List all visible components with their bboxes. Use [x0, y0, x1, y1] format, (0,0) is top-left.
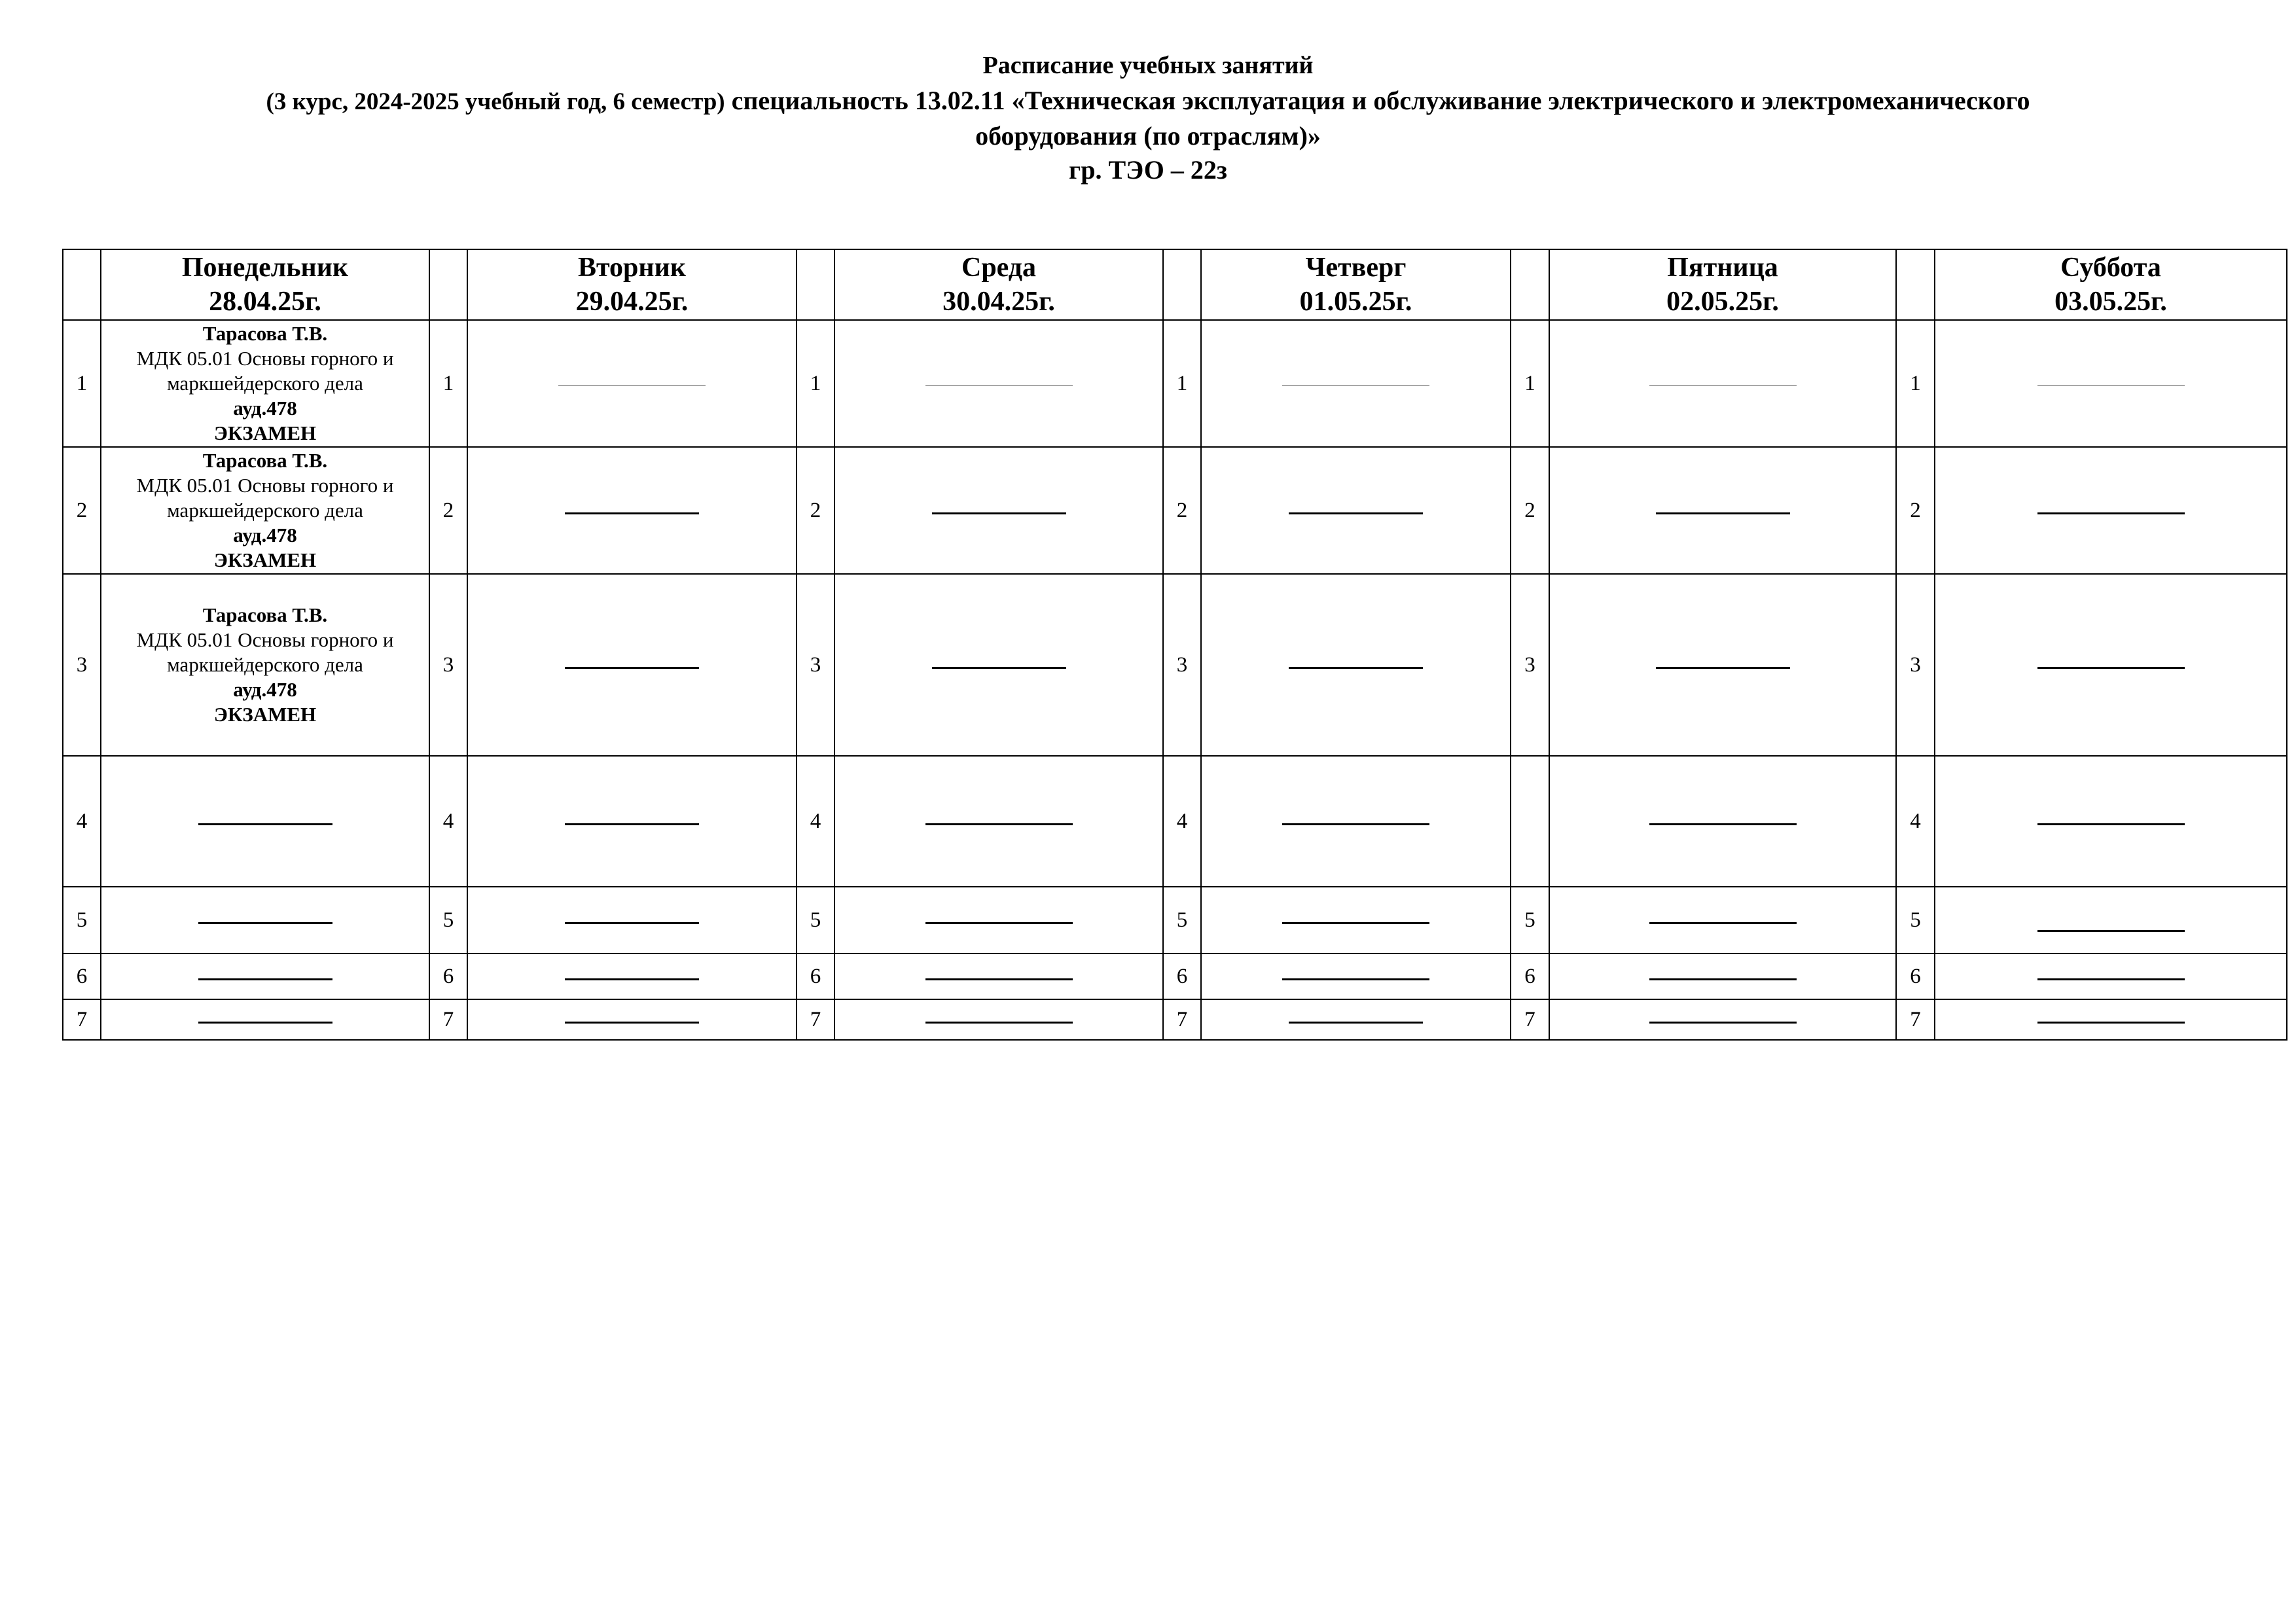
pair-number: 6 — [797, 954, 834, 999]
schedule-subtitle — [0, 85, 2296, 116]
blank-line — [1656, 667, 1790, 669]
pair-number: 7 — [1896, 999, 1935, 1040]
blank-line — [198, 823, 332, 825]
day-header-saturday — [1935, 249, 2287, 320]
day-header-friday — [1549, 249, 1896, 320]
subject-line: МДК 05.01 Основы горного и — [136, 347, 394, 370]
pair-number: 3 — [797, 574, 834, 756]
num-column-header — [429, 249, 467, 320]
num-column-header — [63, 249, 101, 320]
blank-line — [1282, 823, 1429, 825]
empty-slot — [1935, 954, 2287, 999]
pair-number: 4 — [1163, 756, 1201, 887]
subject-line: маркшейдерского дела — [167, 372, 363, 395]
day-date: 02.05.25г. — [1666, 287, 1779, 317]
pair-number: 2 — [63, 447, 101, 574]
blank-line — [2037, 823, 2185, 825]
teacher-name: Тарасова Т.В. — [202, 322, 328, 345]
pair-number: 3 — [1511, 574, 1549, 756]
blank-line — [1282, 978, 1429, 980]
lesson-type: ЭКЗАМЕН — [213, 548, 317, 571]
pair-number: 4 — [797, 756, 834, 887]
pair-number: 3 — [1896, 574, 1935, 756]
empty-slot — [1549, 756, 1896, 887]
num-column-header — [797, 249, 834, 320]
day-name: Четверг — [1305, 253, 1407, 283]
empty-slot — [1935, 320, 2287, 447]
day-name: Среда — [961, 253, 1037, 283]
blank-line — [2037, 978, 2185, 980]
empty-slot — [1549, 574, 1896, 756]
empty-slot — [834, 887, 1163, 954]
blank-line — [565, 667, 699, 669]
day-header-thursday — [1201, 249, 1511, 320]
empty-slot — [467, 999, 797, 1040]
pair-row-7 — [63, 999, 2287, 1040]
blank-line — [565, 922, 699, 924]
blank-line — [1649, 385, 1797, 386]
pair-row-6 — [63, 954, 2287, 999]
pair-row-4 — [63, 756, 2287, 887]
lesson-cell — [101, 574, 429, 756]
subject-line: маркшейдерского дела — [167, 653, 363, 676]
pair-number: 1 — [1163, 320, 1201, 447]
blank-line — [198, 978, 332, 980]
empty-slot — [1201, 574, 1511, 756]
empty-slot — [1549, 320, 1896, 447]
blank-line — [1289, 512, 1423, 514]
empty-slot — [467, 954, 797, 999]
blank-line — [198, 922, 332, 924]
blank-line — [1649, 978, 1797, 980]
empty-slot — [467, 320, 797, 447]
blank-line — [925, 922, 1073, 924]
day-header-row — [63, 249, 2287, 320]
pair-number: 4 — [63, 756, 101, 887]
pair-row-1 — [63, 320, 2287, 447]
blank-line — [1656, 512, 1790, 514]
empty-slot — [1935, 999, 2287, 1040]
day-name: Пятница — [1667, 253, 1778, 283]
blank-line — [925, 823, 1073, 825]
empty-slot — [1935, 447, 2287, 574]
pair-number: 2 — [1163, 447, 1201, 574]
pair-number: 6 — [1511, 954, 1549, 999]
blank-line — [2037, 385, 2185, 386]
empty-slot — [467, 887, 797, 954]
blank-line — [565, 512, 699, 514]
subject-line: маркшейдерского дела — [167, 499, 363, 522]
pair-number: 1 — [429, 320, 467, 447]
empty-slot — [1549, 954, 1896, 999]
day-date: 30.04.25г. — [942, 287, 1055, 317]
group-name: гр. ТЭО – 22з — [1069, 155, 1227, 185]
schedule-title: Расписание учебных занятий — [982, 52, 1314, 79]
blank-line — [925, 1022, 1073, 1024]
blank-line — [925, 978, 1073, 980]
empty-slot — [101, 756, 429, 887]
lesson-type: ЭКЗАМЕН — [213, 703, 317, 726]
pair-row-3 — [63, 574, 2287, 756]
pair-number: 1 — [1896, 320, 1935, 447]
pair-number: 4 — [1896, 756, 1935, 887]
day-name: Суббота — [2060, 253, 2161, 283]
num-column-header — [1163, 249, 1201, 320]
day-header-wednesday — [834, 249, 1163, 320]
specialty-continuation: оборудования (по отраслям)» — [975, 121, 1321, 151]
pair-number: 3 — [1163, 574, 1201, 756]
blank-line — [2037, 512, 2185, 514]
empty-slot — [834, 954, 1163, 999]
lesson-cell — [101, 447, 429, 574]
empty-slot — [834, 756, 1163, 887]
empty-slot — [1201, 999, 1511, 1040]
empty-slot — [101, 887, 429, 954]
room-number: ауд.478 — [233, 678, 297, 701]
blank-line — [565, 823, 699, 825]
day-header-monday — [101, 249, 429, 320]
empty-slot — [101, 954, 429, 999]
blank-line — [565, 978, 699, 980]
day-date: 29.04.25г. — [575, 287, 689, 317]
blank-line — [1282, 385, 1429, 386]
lesson-cell — [101, 320, 429, 447]
empty-slot — [467, 574, 797, 756]
day-name: Понедельник — [181, 253, 349, 283]
empty-slot — [1935, 887, 2287, 954]
pair-number: 3 — [63, 574, 101, 756]
pair-number: 4 — [429, 756, 467, 887]
pair-number: 6 — [1163, 954, 1201, 999]
blank-line — [1289, 667, 1423, 669]
blank-line — [2037, 930, 2185, 932]
empty-slot — [1201, 954, 1511, 999]
empty-slot — [834, 447, 1163, 574]
empty-slot — [467, 756, 797, 887]
blank-line — [1649, 823, 1797, 825]
empty-slot — [834, 320, 1163, 447]
lesson-type: ЭКЗАМЕН — [213, 421, 317, 444]
pair-number: 2 — [1511, 447, 1549, 574]
schedule-table — [62, 249, 2287, 1041]
empty-slot — [1201, 756, 1511, 887]
blank-line — [1282, 922, 1429, 924]
blank-line — [558, 385, 706, 386]
pair-number: 5 — [429, 887, 467, 954]
pair-row-5 — [63, 887, 2287, 954]
empty-slot — [1201, 447, 1511, 574]
blank-line — [565, 1022, 699, 1024]
blank-line — [1649, 1022, 1797, 1024]
teacher-name: Тарасова Т.В. — [202, 449, 328, 472]
pair-number: 3 — [429, 574, 467, 756]
pair-number: 5 — [1163, 887, 1201, 954]
empty-slot — [1549, 999, 1896, 1040]
day-date: 03.05.25г. — [2054, 287, 2167, 317]
pair-number: 6 — [1896, 954, 1935, 999]
blank-line — [925, 385, 1073, 386]
pair-row-2 — [63, 447, 2287, 574]
empty-slot — [467, 447, 797, 574]
pair-number: 1 — [63, 320, 101, 447]
pair-number: 7 — [1163, 999, 1201, 1040]
empty-slot — [101, 999, 429, 1040]
specialty-info: специальность 13.02.11 «Техническая эксплуатация и обслуживание электрического и электромеханического — [725, 86, 2030, 115]
empty-slot — [834, 574, 1163, 756]
pair-number: 2 — [1896, 447, 1935, 574]
pair-number: 5 — [63, 887, 101, 954]
day-date: 01.05.25г. — [1299, 287, 1412, 317]
pair-number: 7 — [63, 999, 101, 1040]
subject-line: МДК 05.01 Основы горного и — [136, 628, 394, 651]
empty-slot — [1549, 447, 1896, 574]
blank-line — [198, 1022, 332, 1024]
blank-line — [2037, 1022, 2185, 1024]
pair-number: 7 — [797, 999, 834, 1040]
pair-number: 1 — [1511, 320, 1549, 447]
pair-number: 5 — [1511, 887, 1549, 954]
num-column-header — [1896, 249, 1935, 320]
pair-number: 2 — [429, 447, 467, 574]
pair-number: 1 — [797, 320, 834, 447]
empty-slot — [1201, 320, 1511, 447]
pair-number: 6 — [63, 954, 101, 999]
empty-slot — [1549, 887, 1896, 954]
empty-slot — [1201, 887, 1511, 954]
empty-slot — [834, 999, 1163, 1040]
pair-number: 7 — [429, 999, 467, 1040]
blank-line — [932, 667, 1066, 669]
num-column-header — [1511, 249, 1549, 320]
blank-line — [932, 512, 1066, 514]
blank-line — [2037, 667, 2185, 669]
course-info: (3 курс, 2024-2025 учебный год, 6 семестр) — [266, 88, 725, 115]
day-date: 28.04.25г. — [209, 287, 321, 317]
pair-number: 5 — [1896, 887, 1935, 954]
day-header-tuesday — [467, 249, 797, 320]
pair-number-empty — [1511, 756, 1549, 887]
subject-line: МДК 05.01 Основы горного и — [136, 474, 394, 497]
pair-number: 6 — [429, 954, 467, 999]
day-name: Вторник — [577, 253, 687, 283]
pair-number: 7 — [1511, 999, 1549, 1040]
blank-line — [1289, 1022, 1423, 1024]
teacher-name: Тарасова Т.В. — [202, 603, 328, 626]
room-number: ауд.478 — [233, 397, 297, 419]
pair-number: 5 — [797, 887, 834, 954]
blank-line — [1649, 922, 1797, 924]
empty-slot — [1935, 756, 2287, 887]
empty-slot — [1935, 574, 2287, 756]
pair-number: 2 — [797, 447, 834, 574]
room-number: ауд.478 — [233, 524, 297, 546]
